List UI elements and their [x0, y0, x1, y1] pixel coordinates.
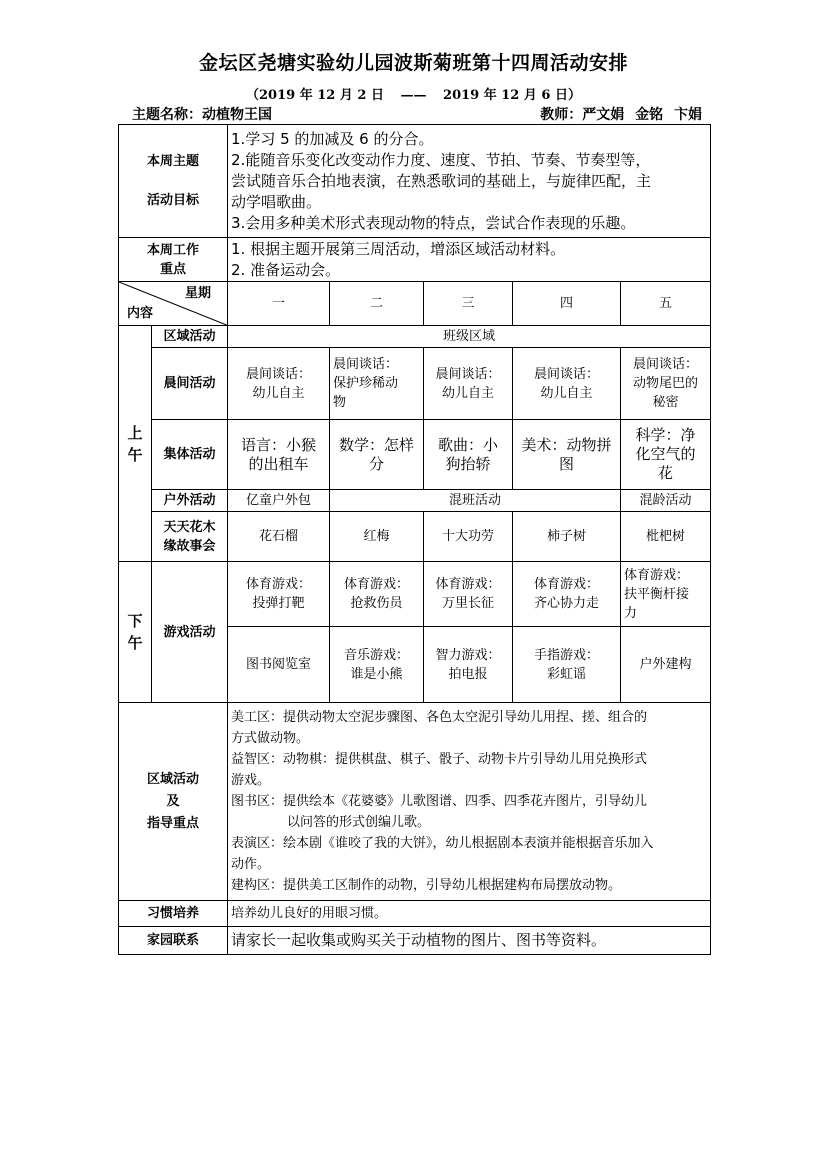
guidance-line: 图书区：提供绘本《花婆婆》儿歌图谱、四季、四季花卉图片，引导幼儿: [231, 794, 648, 809]
group-line: 语言：小猴: [241, 435, 317, 454]
area-value: 班级区域: [228, 326, 711, 348]
theme-name: 主题名称：动植物王国: [132, 107, 272, 123]
game-line: 抢救伤员: [350, 596, 403, 611]
focus-line: 2. 准备运动会。: [231, 260, 341, 279]
teacher-2: 金铭: [635, 107, 664, 123]
date-separator: ——: [400, 88, 427, 103]
focus-label-1: 本周工作: [147, 242, 200, 258]
group-cell: [424, 420, 513, 490]
goals-label-1: 本周主题: [147, 154, 200, 169]
game-line: 体育游戏：: [624, 567, 690, 583]
game-line: 拍电报: [448, 666, 488, 682]
guidance-line: 以问答的形式创编儿歌。: [287, 815, 431, 830]
corner-weekday-label: 星期: [185, 286, 212, 301]
game-line: 图书阅览室: [246, 657, 312, 672]
day-header: 一: [228, 282, 330, 326]
home-row: [119, 927, 711, 955]
talk-line: 幼儿自主: [252, 385, 305, 401]
game-line: 手指游戏：: [534, 647, 600, 663]
outdoor-row: [119, 490, 711, 512]
story-cell: 花石榴: [228, 512, 330, 562]
talk-cell: [513, 348, 621, 420]
talk-line: 晨间谈话：: [534, 366, 600, 382]
outdoor-monday: 亿童户外包: [228, 490, 330, 512]
home-value: 请家长一起收集或购买关于动植物的图片、图书等资料。: [228, 927, 711, 955]
date-start: （2019 年 12 月 2 日: [246, 88, 384, 103]
goal-line: 2.能随音乐变化改变动作力度、速度、节拍、节奏、节奏型等，: [231, 150, 651, 169]
game-cell: [424, 627, 513, 703]
game-line: 扶平衡杆接: [624, 586, 690, 602]
teacher-3: 卞娟: [674, 107, 702, 123]
talk-label: 晨间活动: [152, 348, 228, 420]
group-label: 集体活动: [152, 420, 228, 490]
group-line: 的出租车: [248, 454, 309, 473]
talk-line: 晨间谈话：: [633, 357, 699, 372]
afternoon-games-row-1: [119, 562, 711, 627]
focus-row: [119, 238, 711, 282]
talk-line: 物: [333, 395, 347, 410]
game-cell: [621, 627, 711, 703]
guidance-label-2: 及: [166, 793, 180, 809]
story-row: [119, 512, 711, 562]
talk-line: 幼儿自主: [442, 385, 495, 401]
weekly-plan-table: [118, 124, 711, 955]
day-header: 五: [621, 282, 711, 326]
group-cell: [228, 420, 330, 490]
focus-content: [228, 238, 711, 282]
game-line: 彩虹谣: [547, 666, 587, 682]
outdoor-label: 户外活动: [152, 490, 228, 512]
teacher-1: 教师：严文娟: [540, 107, 625, 123]
game-cell: [330, 627, 424, 703]
game-line: 谁是小熊: [350, 666, 403, 682]
group-line: 狗抬轿: [445, 454, 491, 473]
game-line: 体育游戏：: [534, 577, 600, 592]
group-line: 图: [559, 454, 575, 473]
theme-row: [132, 104, 702, 124]
habit-row: [119, 901, 711, 927]
game-line: 户外建构: [639, 657, 692, 672]
talk-line: 晨间谈话：: [246, 366, 312, 382]
story-label-2: 缘故事会: [163, 538, 216, 554]
group-cell: [330, 420, 424, 490]
goals-content: [228, 125, 711, 238]
goals-label: [119, 125, 228, 238]
habit-value: 培养幼儿良好的用眼习惯。: [228, 901, 711, 927]
day-header: 二: [330, 282, 424, 326]
guidance-line: 动作。: [231, 857, 271, 872]
game-line: 体育游戏：: [344, 577, 410, 592]
guidance-line: 表演区：绘本剧《谁咬了我的大饼》，幼儿根据剧本表演并能根据音乐加入: [231, 836, 654, 851]
guidance-line: 方式做动物。: [231, 731, 310, 746]
game-cell: [228, 562, 330, 627]
group-line: 科学：净: [635, 426, 696, 444]
talk-line: 晨间谈话：: [333, 357, 399, 372]
games-label: 游戏活动: [152, 562, 228, 703]
guidance-line: 美工区：提供动物太空泥步骤图、各色太空泥引导幼儿用捏、搓、组合的: [231, 710, 648, 725]
goals-label-2: 活动目标: [147, 193, 200, 208]
date-end: 2019 年 12 月 6 日）: [443, 88, 581, 103]
game-cell: [330, 562, 424, 627]
game-cell: [513, 627, 621, 703]
guidance-line: 建构区：提供美工区制作的动物，引导幼儿根据建构布局摆放动物。: [231, 878, 622, 893]
game-line: 体育游戏：: [435, 577, 501, 592]
goals-row: [119, 125, 711, 238]
story-cell: 柿子树: [513, 512, 621, 562]
corner-content-label: 内容: [127, 306, 154, 321]
game-cell: [621, 562, 711, 627]
outdoor-midweek: 混班活动: [330, 490, 621, 512]
talk-line: 幼儿自主: [540, 385, 593, 401]
group-line: 数学：怎样: [339, 435, 415, 454]
focus-label-2: 重点: [160, 261, 187, 277]
game-line: 音乐游戏：: [344, 647, 410, 663]
group-line: 花: [658, 464, 674, 482]
talk-cell: [228, 348, 330, 420]
page-title: 金坛区尧塘实验幼儿园波斯菊班第十四周活动安排: [198, 52, 628, 74]
game-line: 体育游戏：: [246, 577, 312, 592]
teachers: [534, 104, 702, 124]
talk-cell: [330, 348, 424, 420]
guidance-label: [119, 703, 228, 901]
group-line: 分: [369, 454, 385, 473]
guidance-row: [119, 703, 711, 901]
corner-cell: [119, 282, 228, 326]
guidance-label-1: 区域活动: [147, 771, 200, 787]
group-line: 化空气的: [635, 445, 696, 463]
game-line: 力: [624, 605, 638, 621]
goal-line: 3.会用多种美术形式表现动物的特点，尝试合作表现的乐趣。: [231, 213, 636, 232]
group-activity-row: [119, 420, 711, 490]
story-cell: 十大功劳: [424, 512, 513, 562]
game-line: 齐心协力走: [534, 596, 600, 611]
morning-label: [119, 326, 152, 562]
focus-line: 1. 根据主题开展第三周活动，增添区域活动材料。: [231, 239, 566, 258]
goal-line: 尝试随音乐合拍地表演，在熟悉歌词的基础上，与旋律匹配，主: [231, 171, 652, 190]
home-label: 家园联系: [119, 927, 228, 955]
outdoor-friday: 混龄活动: [621, 490, 711, 512]
story-cell: 枇杷树: [621, 512, 711, 562]
talk-cell: [621, 348, 711, 420]
morning-talk-row: [119, 348, 711, 420]
game-cell: [513, 562, 621, 627]
guidance-line: 益智区：动物棋：提供棋盘、棋子、骰子、动物卡片引导幼儿用兑换形式: [231, 752, 648, 767]
guidance-content: [228, 703, 711, 901]
group-line: 歌曲：小: [438, 435, 499, 454]
group-cell: [513, 420, 621, 490]
talk-line: 晨间谈话：: [435, 366, 501, 382]
guidance-label-3: 指导重点: [147, 815, 200, 831]
game-cell: [228, 627, 330, 703]
talk-line: 动物尾巴的: [633, 376, 699, 391]
group-cell: [621, 420, 711, 490]
story-label: [152, 512, 228, 562]
focus-label: [119, 238, 228, 282]
days-header-row: [119, 282, 711, 326]
morning-label-text: 上午: [127, 423, 143, 464]
talk-cell: [424, 348, 513, 420]
date-range: [0, 84, 827, 103]
story-cell: 红梅: [330, 512, 424, 562]
habit-label: 习惯培养: [119, 901, 228, 927]
morning-area-row: [119, 326, 711, 348]
story-label-1: 天天花木: [163, 519, 216, 535]
game-cell: [424, 562, 513, 627]
group-line: 美术：动物拼: [521, 435, 612, 454]
goal-line: 1.学习 5 的加减及 6 的分合。: [231, 129, 434, 148]
afternoon-label-text: 下午: [127, 612, 143, 652]
game-line: 万里长征: [442, 596, 495, 611]
goal-line: 动学唱歌曲。: [231, 192, 322, 211]
talk-line: 保护珍稀动: [333, 376, 399, 391]
game-line: 智力游戏：: [435, 647, 501, 663]
day-header: 四: [513, 282, 621, 326]
game-line: 投弹打靶: [252, 596, 305, 611]
guidance-line: 游戏。: [231, 773, 271, 788]
talk-line: 秘密: [652, 395, 679, 410]
day-header: 三: [424, 282, 513, 326]
afternoon-label: [119, 562, 152, 703]
area-label: 区域活动: [152, 326, 228, 348]
